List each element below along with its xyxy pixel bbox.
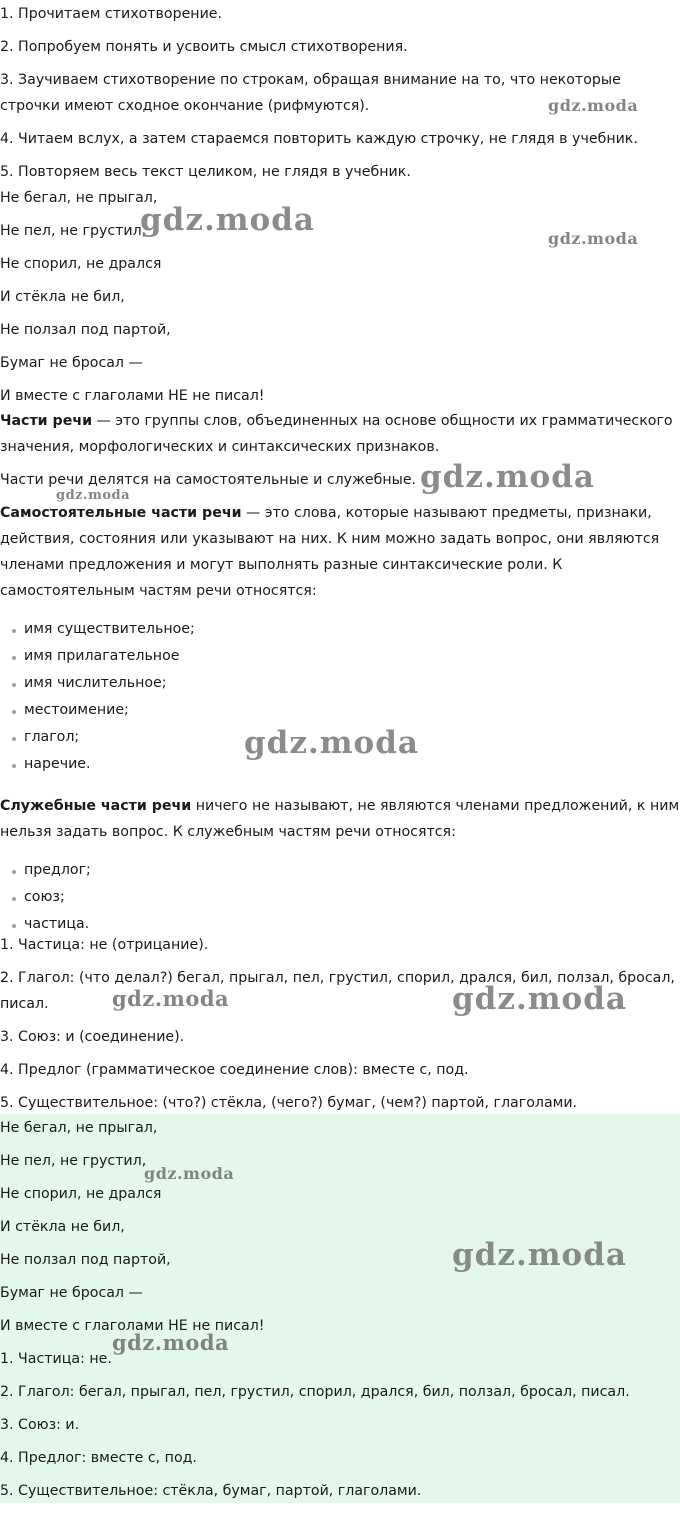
- poem-line: Не пел, не грустил,: [0, 223, 147, 239]
- independent-definition: Самостоятельные части речи — это слова, которые называют предметы, признаки,: [0, 505, 652, 521]
- bullet-icon: [12, 683, 16, 687]
- parts-definition-cont: значения, морфологических и синтаксических признаков.: [0, 439, 440, 455]
- watermark: gdz.moda: [112, 1330, 230, 1355]
- analysis-line: 3. Союз: и (соединение).: [0, 1029, 185, 1045]
- bullet-icon: [12, 737, 16, 741]
- answer-poem-line: Не спорил, не дрался: [0, 1186, 162, 1202]
- auxiliary-definition: Служебные части речи ничего не называют, не являются членами предложений, к ним: [0, 798, 680, 814]
- poem-line: Не спорил, не дрался: [0, 256, 162, 272]
- parts-term: Части речи: [0, 413, 93, 429]
- analysis-line: 4. Предлог (грамматическое соединение слов): вместе с, под.: [0, 1062, 469, 1078]
- analysis-line: 2. Глагол: (что делал?) бегал, прыгал, пел, грустил, спорил, дрался, бил, ползал, бросал,: [0, 970, 675, 986]
- auxiliary-term: Служебные части речи: [0, 798, 192, 814]
- poem-line: Не бегал, не прыгал,: [0, 190, 158, 206]
- list-item: предлог;: [24, 862, 91, 878]
- bullet-icon: [12, 764, 16, 768]
- watermark: gdz.moda: [452, 981, 627, 1017]
- answer-summary-line: 2. Глагол: бегал, прыгал, пел, грустил, спорил, дрался, бил, ползал, бросал, писал.: [0, 1384, 630, 1400]
- list-item: имя прилагательное: [24, 648, 180, 664]
- step-5: 5. Повторяем весь текст целиком, не глядя в учебник.: [0, 164, 411, 180]
- list-item: имя числительное;: [24, 675, 167, 691]
- list-item: союз;: [24, 889, 65, 905]
- answer-summary-line: 4. Предлог: вместе с, под.: [0, 1450, 197, 1466]
- answer-summary-line: 5. Существительное: стёкла, бумаг, партой, глаголами.: [0, 1483, 422, 1499]
- list-item: имя существительное;: [24, 621, 195, 637]
- parts-division: Части речи делятся на самостоятельные и служебные.: [0, 472, 417, 488]
- answer-poem-line: И вместе с глаголами НЕ не писал!: [0, 1318, 265, 1334]
- step-4: 4. Читаем вслух, а затем стараемся повторить каждую строчку, не глядя в учебник.: [0, 131, 638, 147]
- answer-poem-line: И стёкла не бил,: [0, 1219, 125, 1235]
- bullet-icon: [12, 870, 16, 874]
- watermark: gdz.moda: [452, 1237, 627, 1273]
- step-3-cont: строчки имеют сходное окончание (рифмуются).: [0, 98, 370, 114]
- step-3: 3. Заучиваем стихотворение по строкам, обращая внимание на то, что некоторые: [0, 72, 621, 88]
- watermark: gdz.moda: [112, 986, 230, 1011]
- poem-line: И вместе с глаголами НЕ не писал!: [0, 388, 265, 404]
- independent-text: членами предложения и могут выполнять разные синтаксические роли. К: [0, 557, 563, 573]
- step-1: 1. Прочитаем стихотворение.: [0, 6, 223, 22]
- watermark: gdz.moda: [548, 96, 639, 115]
- answer-block: [0, 1114, 680, 1503]
- answer-poem-line: Не ползал под партой,: [0, 1252, 171, 1268]
- watermark: gdz.moda: [140, 202, 315, 238]
- watermark: gdz.moda: [144, 1164, 235, 1183]
- poem-line: И стёкла не бил,: [0, 289, 125, 305]
- list-item: частица.: [24, 916, 90, 932]
- bullet-icon: [12, 710, 16, 714]
- analysis-line: 5. Существительное: (что?) стёкла, (чего?) бумаг, (чем?) партой, глаголами.: [0, 1095, 578, 1111]
- analysis-line: 1. Частица: не (отрицание).: [0, 937, 209, 953]
- list-item: местоимение;: [24, 702, 129, 718]
- bullet-icon: [12, 897, 16, 901]
- parts-definition: Части речи — это группы слов, объединенных на основе общности их грамматического: [0, 413, 673, 429]
- poem-line: Не ползал под партой,: [0, 322, 171, 338]
- list-item: наречие.: [24, 756, 91, 772]
- answer-poem-line: Не бегал, не прыгал,: [0, 1120, 158, 1136]
- step-2: 2. Попробуем понять и усвоить смысл стихотворения.: [0, 39, 408, 55]
- watermark: gdz.moda: [244, 725, 419, 761]
- poem-line: Бумаг не бросал —: [0, 355, 143, 371]
- answer-poem-line: Не пел, не грустил,: [0, 1153, 147, 1169]
- answer-poem-line: Бумаг не бросал —: [0, 1285, 143, 1301]
- independent-text: действия, состояния или указывают на них. К ним можно задать вопрос, они являются: [0, 531, 660, 547]
- bullet-icon: [12, 656, 16, 660]
- list-item: глагол;: [24, 729, 80, 745]
- bullet-icon: [12, 924, 16, 928]
- independent-term: Самостоятельные части речи: [0, 505, 242, 521]
- bullet-icon: [12, 629, 16, 633]
- independent-text: самостоятельным частям речи относятся:: [0, 583, 317, 599]
- watermark: gdz.moda: [56, 488, 131, 503]
- analysis-line: писал.: [0, 996, 49, 1012]
- watermark: gdz.moda: [548, 229, 639, 248]
- answer-summary-line: 3. Союз: и.: [0, 1417, 80, 1433]
- auxiliary-text: нельзя задать вопрос. К служебным частям речи относятся:: [0, 824, 456, 840]
- answer-summary-line: 1. Частица: не.: [0, 1351, 112, 1367]
- watermark: gdz.moda: [420, 459, 595, 495]
